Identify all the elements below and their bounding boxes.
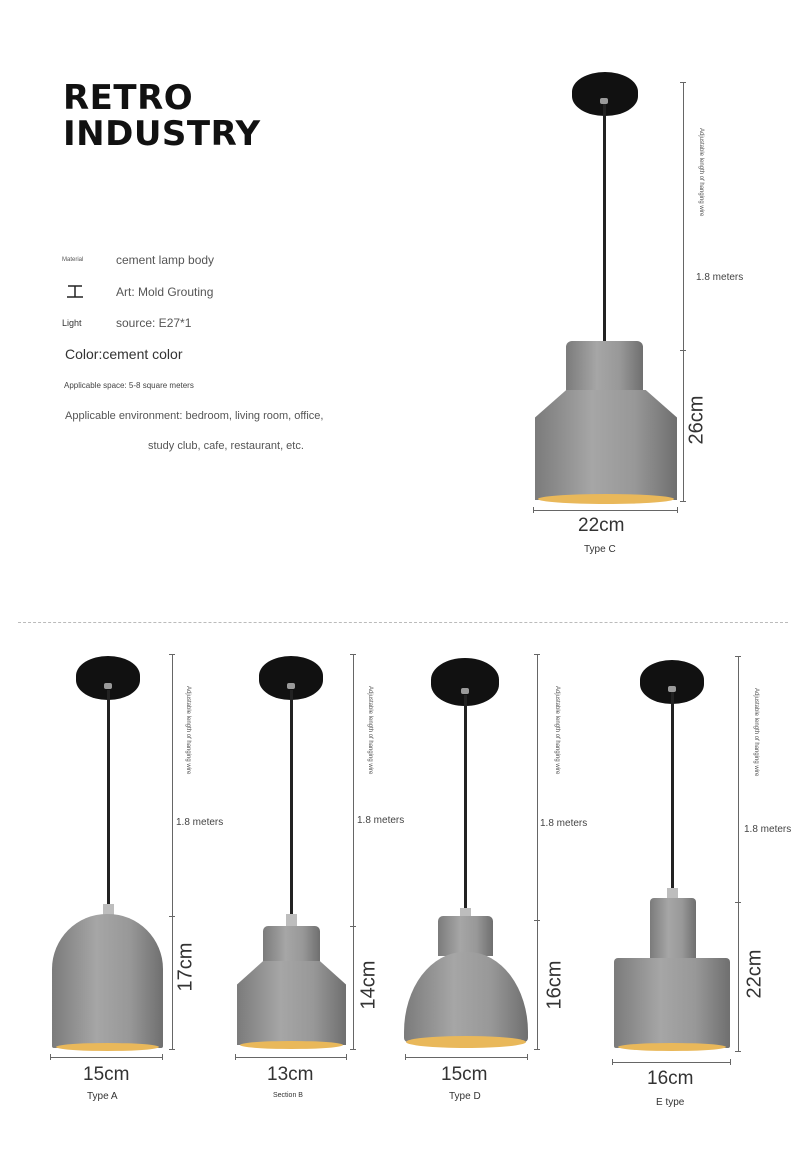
wire-length: 1.8 meters [540,818,588,829]
height-label: 16cm [543,960,566,1010]
canopy-fitting [461,688,469,694]
width-label: 22cm [578,515,625,536]
art-icon [66,285,84,299]
lamp-neck [286,914,297,926]
lamp-shade-top [650,898,696,960]
hanging-wire [290,690,293,916]
material-label: Material [62,257,84,263]
hanging-wire [464,695,467,909]
hanging-wire [671,692,674,890]
width-dimension-line [612,1062,731,1063]
width-label: 15cm [83,1064,130,1085]
title-line-1: RETRO [63,78,194,118]
canopy-fitting [104,683,112,689]
light-label: Light [62,318,82,328]
wire-note: Adjustable length of hanging wire [554,686,560,775]
material-text: cement lamp body [116,253,215,267]
wire-note: Adjustable length of hanging wire [753,688,759,777]
lamp-shade-body [614,958,730,1048]
height-dimension-line [353,654,354,1050]
canopy-fitting [287,683,295,689]
lamp-bulb-glow [538,494,674,504]
width-label: 13cm [267,1064,314,1085]
space-text: Applicable space: 5-8 square meters [64,381,194,390]
color-text: Color:cement color [65,346,183,362]
height-label: 14cm [357,960,380,1010]
environment-text-2: study club, cafe, restaurant, etc. [148,440,304,452]
lamp-shade-top [263,926,320,962]
source-text: source: E27*1 [116,316,192,330]
environment-text-1: Applicable environment: bedroom, living room, office, [65,410,324,422]
lamp-shade-top [438,916,493,956]
type-label: Type D [449,1091,481,1102]
lamp-shade-top [566,341,643,391]
hanging-wire [107,690,110,905]
height-label: 17cm [174,942,197,992]
wire-length: 1.8 meters [176,817,224,828]
art-text: Art: Mold Grouting [116,285,214,299]
width-label: 16cm [647,1068,694,1089]
hanging-wire [603,104,606,342]
type-label: E type [656,1097,685,1108]
lamp-shade [52,914,163,1048]
width-dimension-line [533,510,678,511]
wire-note: Adjustable length of hanging wire [698,128,704,217]
lamp-shade-body [535,390,677,500]
height-dimension-line [172,654,173,1050]
type-label: Section B [273,1092,303,1099]
height-label: 26cm [685,395,708,445]
wire-note: Adjustable length of hanging wire [367,686,373,775]
width-dimension-line [235,1057,347,1058]
title-line-2: INDUSTRY [63,114,261,154]
section-divider [18,622,788,623]
lamp-bulb-glow [240,1041,343,1049]
lamp-shade-body [404,952,528,1042]
width-dimension-line [50,1057,163,1058]
wire-length: 1.8 meters [744,824,792,835]
page-title [63,80,261,152]
lamp-bulb-glow [618,1043,726,1051]
height-dimension-line [683,82,684,502]
lamp-bulb-glow [56,1043,159,1051]
type-label: Type C [584,544,616,555]
height-dimension-line [738,656,739,1052]
height-dimension-line [537,654,538,1050]
height-label: 22cm [743,949,766,999]
lamp-shade-body [237,961,346,1045]
wire-length: 1.8 meters [357,815,405,826]
wire-note: Adjustable length of hanging wire [185,686,191,775]
wire-length: 1.8 meters [696,272,744,283]
width-label: 15cm [441,1064,488,1085]
width-dimension-line [405,1057,528,1058]
lamp-bulb-glow [406,1036,526,1048]
type-label: Type A [87,1091,118,1102]
